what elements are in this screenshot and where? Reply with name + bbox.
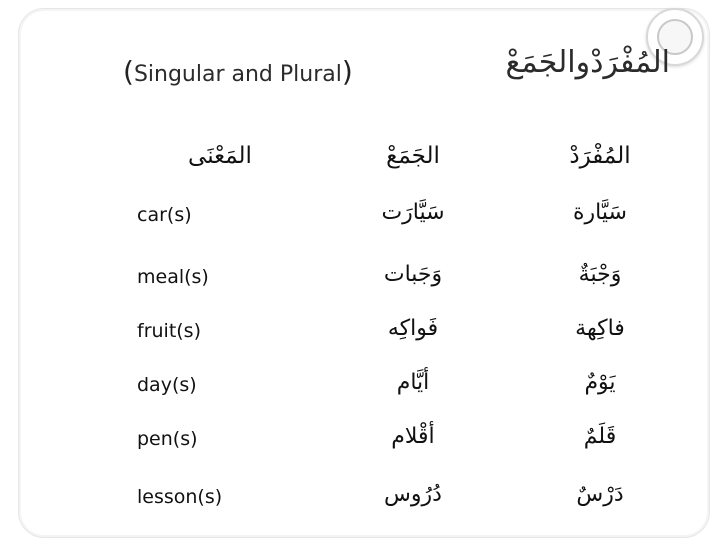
meaning-cell: car(s) (137, 204, 192, 226)
table-row (0, 262, 728, 302)
singular-cell: يَوْمٌ (584, 370, 616, 395)
table-row (0, 200, 728, 240)
singular-cell: سَيَّارة (573, 200, 627, 225)
meaning-cell: day(s) (137, 374, 197, 396)
meaning-cell: meal(s) (137, 266, 209, 288)
table-row (0, 370, 728, 410)
plural-cell: أيَّام (396, 370, 430, 395)
meaning-cell: fruit(s) (137, 320, 201, 342)
singular-cell: وَجْبَةٌ (578, 262, 622, 287)
table-row (0, 424, 728, 464)
plural-cell: دُرُوس (384, 482, 442, 507)
table-row (0, 316, 728, 356)
singular-cell: فاكِهة (575, 316, 625, 341)
header-plural: الجَمَعْ (386, 143, 440, 169)
table-row (0, 482, 728, 522)
header-meaning: المَعْنَى (188, 143, 252, 169)
header-singular: المُفْرَدْ (569, 143, 631, 169)
plural-cell: أقْلام (391, 424, 435, 449)
singular-cell: قَلَمٌ (583, 424, 617, 449)
plural-cell: فَواكِه (387, 316, 439, 341)
meaning-cell: pen(s) (137, 428, 198, 450)
singular-cell: دَرْسٌ (576, 482, 624, 507)
slide-title-english: (Singular and Plural) (123, 55, 353, 88)
slide-title-arabic: المُفْرَدْوالجَمَعْ (505, 45, 670, 80)
plural-cell: وَجَبات (383, 262, 443, 287)
plural-cell: سَيَّارَت (381, 200, 445, 225)
meaning-cell: lesson(s) (137, 486, 223, 508)
